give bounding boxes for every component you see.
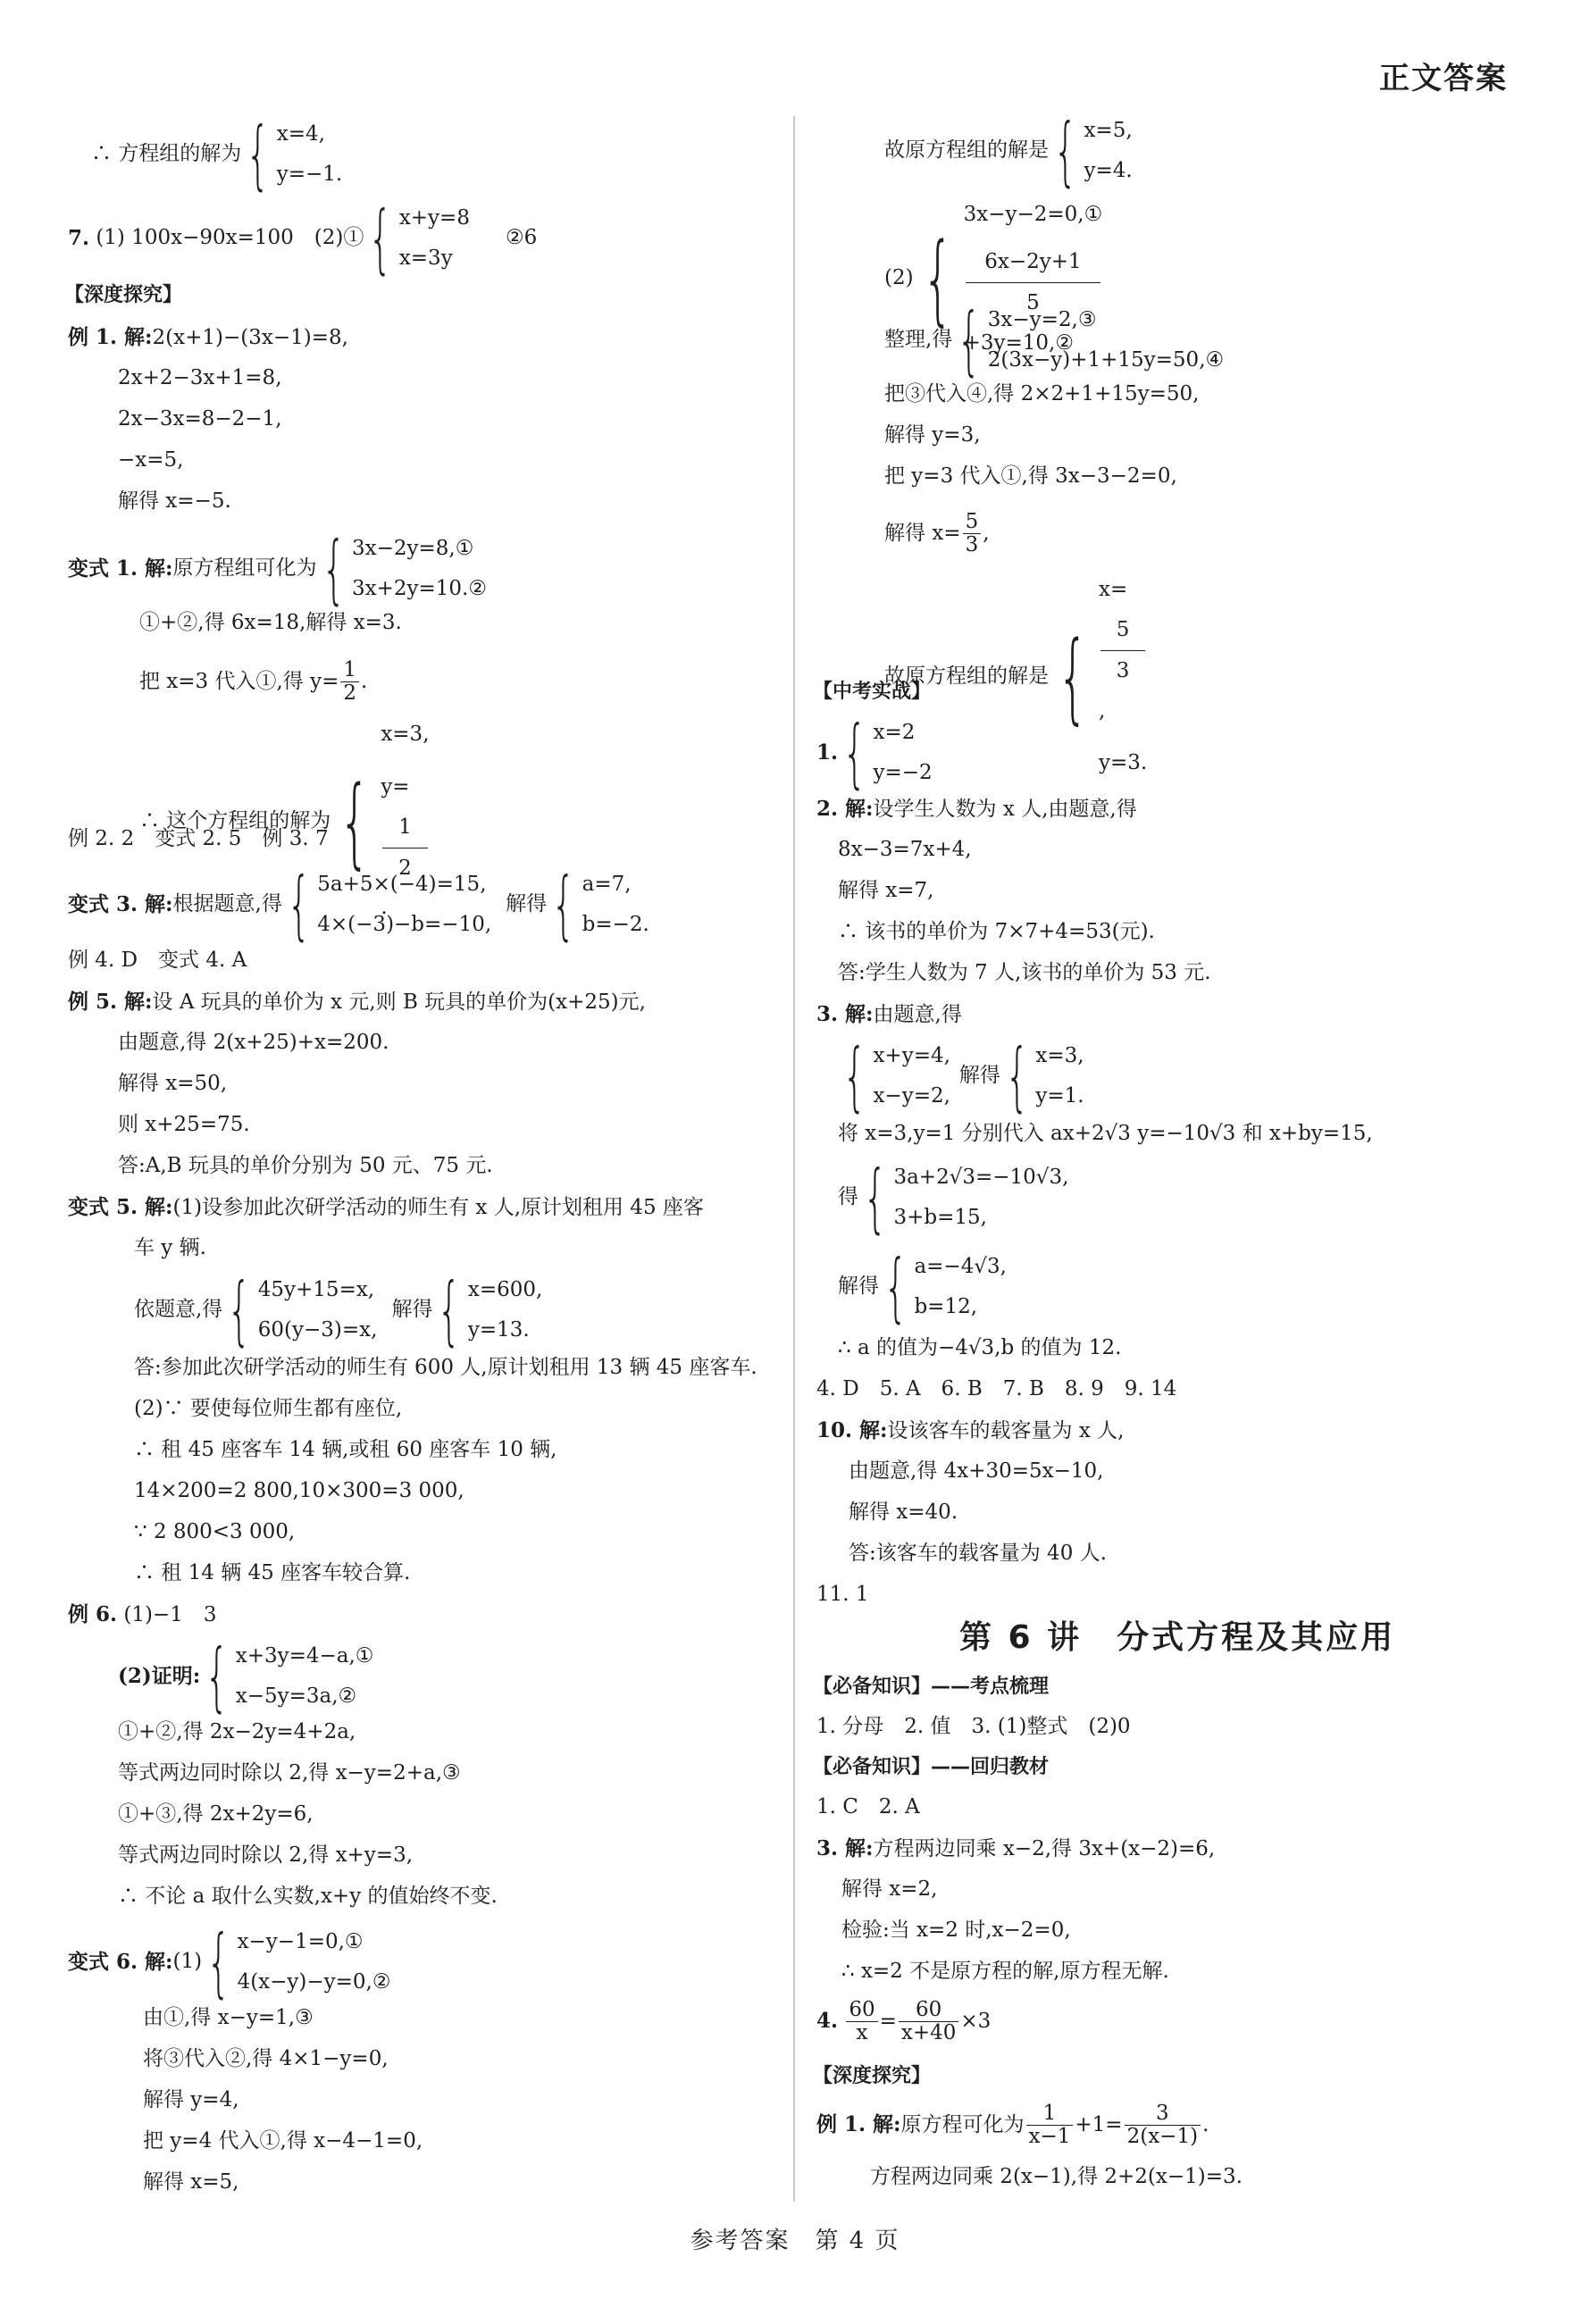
- text: ∴ 方程组的解为: [91, 142, 242, 166]
- r2-system: (2) { 3x−y−2=0,① 6x−2y+1 5 +3y=10,②: [884, 203, 1103, 355]
- z10-line: 答:该客车的载客量为 40 人.: [849, 1542, 1107, 1565]
- z3-line: 3. 解:由题意,得: [816, 1002, 962, 1026]
- e1-line: 方程两边同乘 2(x−1),得 2+2(x−1)=3.: [870, 2165, 1243, 2188]
- v5-line: ∴ 租 45 座客车 14 辆,或租 60 座客车 10 辆,: [134, 1438, 557, 1461]
- section-heading: 【中考实战】: [813, 681, 932, 703]
- text: (1) 100x−90x=100 (2)①: [96, 226, 364, 250]
- z3-line: 将 x=3,y=1 分别代入 ax+2√3 y=−10√3 和 x+by=15,: [838, 1122, 1373, 1145]
- z2-line: 答:学生人数为 7 人,该书的单价为 53 元.: [838, 961, 1211, 984]
- v6-line: 由①,得 x−y=1,③: [143, 2006, 314, 2029]
- v5-line: (2)∵ 要使每位师生都有座位,: [134, 1397, 403, 1420]
- h3-line: 检验:当 x=2 时,x−2=0,: [841, 1919, 1071, 1942]
- r3-line: 解得 x= $\frac{5}{3}$ ,: [884, 510, 990, 557]
- e1-line: 例 1. 解:原方程可化为 $\frac{1}{x-1}$ +1= $\frac{3}{2(x-1)}$ .: [816, 2102, 1209, 2149]
- lecture-title: 第 6 讲 分式方程及其应用: [959, 1619, 1396, 1656]
- ex5-line: 由题意,得 2(x+25)+x=200.: [118, 1031, 389, 1054]
- z4-line: 4. D 5. A 6. B 7. B 8. 9 9. 14: [816, 1377, 1177, 1400]
- v1-line: 把 x=3 代入①,得 y= $\frac{1}{2}$ .: [139, 658, 368, 706]
- r1-system: 故原方程组的解是 { x=5, y=4.: [884, 106, 1133, 195]
- text: ②6: [505, 226, 538, 250]
- v5-line: 变式 5. 解:(1)设参加此次研学活动的师生有 x 人,原计划租用 45 座客: [68, 1195, 704, 1219]
- r4-system: 故原方程组的解是 { x= 5 3 , y=3.: [884, 578, 1148, 775]
- ex1-line: −x=5,: [118, 448, 184, 472]
- ex6-line: 等式两边同时除以 2,得 x+y=3,: [118, 1843, 414, 1867]
- z2-line: 8x−3=7x+4,: [838, 838, 972, 861]
- ex6-line: 等式两边同时除以 2,得 x−y=2+a,③: [118, 1761, 461, 1785]
- ex1-line: 解得 x=−5.: [118, 489, 231, 513]
- ex6-line: 例 6. (1)−1 3: [68, 1602, 217, 1626]
- v6-line: 解得 x=5,: [143, 2170, 239, 2194]
- page-footer: 参考答案 第 4 页: [690, 2228, 900, 2254]
- q7: 7. (1) 100x−90x=100 (2)① { x+y=8 x=3y ②6: [68, 194, 538, 282]
- header-label: 正文答案: [1379, 61, 1508, 96]
- z10-line: 由题意,得 4x+30=5x−10,: [849, 1459, 1104, 1483]
- row: x=4,: [276, 122, 325, 146]
- z3-line: ∴ a 的值为−4√3,b 的值为 12.: [838, 1336, 1122, 1359]
- v6-line: 将③代入②,得 4×1−y=0,: [143, 2047, 389, 2070]
- ex6-system: (2)证明: { x+3y=4−a,① x−5y=3a,②: [118, 1632, 374, 1720]
- ex1-line: 2x+2−3x+1=8,: [118, 366, 282, 389]
- k1-line: 1. 分母 2. 值 3. (1)整式 (2)0: [816, 1715, 1131, 1738]
- h3-line: 解得 x=2,: [841, 1877, 938, 1901]
- h3-line: 3. 解:方程两边同乘 x−2,得 3x+(x−2)=6,: [816, 1836, 1216, 1860]
- row: x=3y: [398, 246, 453, 270]
- z10-line: 10. 解:设该客车的载客量为 x 人,: [816, 1418, 1125, 1442]
- v1-result: ∴ 这个方程组的解为 { x=3, y= 1 2 .: [139, 723, 430, 920]
- ex5-line: 解得 x=50,: [118, 1072, 228, 1095]
- r3-line: 把③代入④,得 2×2+1+15y=50,: [884, 382, 1200, 405]
- v5-line: 答:参加此次研学活动的师生有 600 人,原计划租用 13 辆 45 座客车.: [134, 1356, 757, 1379]
- ex2-line: 例 2. 2 变式 2. 5 例 3. 7: [68, 827, 329, 850]
- ex5-line: 则 x+25=75.: [118, 1113, 250, 1136]
- section-heading: 【深度探究】: [813, 2065, 932, 2087]
- v5-line: ∴ 租 14 辆 45 座客车较合算.: [134, 1561, 411, 1584]
- ex6-line: ①+③,得 2x+2y=6,: [118, 1802, 314, 1826]
- q-num: 7.: [68, 226, 90, 251]
- z3-system: { x+y=4, x−y=2, 解得 { x=3, y=1.: [842, 1032, 1084, 1120]
- h1-line: 1. C 2. A: [816, 1795, 920, 1818]
- h3-line: ∴ x=2 不是原方程的解,原方程无解.: [841, 1960, 1169, 1983]
- row: y=−1.: [276, 162, 343, 186]
- v1-line: ①+②,得 6x=18,解得 x=3.: [139, 611, 402, 634]
- ex1-line: 2x−3x=8−2−1,: [118, 407, 282, 431]
- z2-line: 2. 解:设学生人数为 x 人,由题意,得: [816, 797, 1137, 821]
- section-heading: 【必备知识】——考点梳理: [813, 1676, 1050, 1698]
- h4-line: 4. $\frac{60}{x}$ = $\frac{60}{x+40}$ ×3: [816, 1998, 992, 2045]
- z2-line: ∴ 该书的单价为 7×7+4=53(元).: [838, 920, 1155, 943]
- v5-line: 14×200=2 800,10×300=3 000,: [134, 1479, 464, 1502]
- r3-line: 解得 y=3,: [884, 423, 981, 447]
- solution-system: ∴ 方程组的解为 { x=4, y=−1.: [91, 110, 343, 198]
- v5-system: 依题意,得 { 45y+15=x, 60(y−3)=x, 解得 { x=600, y=13.: [134, 1266, 543, 1354]
- z3-system: 得 { 3a+2√3=−10√3, 3+b=15,: [838, 1153, 1069, 1241]
- v1-system: 变式 1. 解: 原方程组可化为 { 3x−2y=8,① 3x+2y=10.②: [68, 524, 487, 613]
- z10-line: 解得 x=40.: [849, 1501, 958, 1524]
- ex1-line: 例 1. 解:2(x+1)−(3x−1)=8,: [68, 325, 348, 349]
- ex4-line: 例 4. D 变式 4. A: [68, 949, 247, 972]
- v5-line: 车 y 辆.: [134, 1236, 206, 1259]
- z11-line: 11. 1: [816, 1583, 869, 1606]
- z3-system: 解得 { a=−4√3, b=12,: [838, 1242, 1007, 1331]
- ex6-line: ∴ 不论 a 取什么实数,x+y 的值始终不变.: [118, 1885, 498, 1908]
- z1-system: 1. { x=2 y=−2: [816, 708, 933, 797]
- v6-line: 把 y=4 代入①,得 x−4−1=0,: [143, 2129, 423, 2153]
- section-heading: 【深度探究】: [64, 284, 183, 306]
- ex5-line: 答:A,B 玩具的单价分别为 50 元、75 元.: [118, 1154, 493, 1177]
- ex6-line: ①+②,得 2x−2y=4+2a,: [118, 1720, 356, 1743]
- v6-system: 变式 6. 解: (1) { x−y−1=0,① 4(x−y)−y=0,②: [68, 1918, 391, 2006]
- v6-line: 解得 y=4,: [143, 2088, 239, 2111]
- section-heading: 【必备知识】——回归教材: [813, 1756, 1050, 1778]
- row: x+y=8: [398, 206, 470, 230]
- r3-system: 整理,得 { 3x−y=2,③ 2(3x−y)+1+15y=50,④: [884, 296, 1225, 384]
- v3-system: 变式 3. 解: 根据题意,得 { 5a+5×(−4)=15, 4×(−3)−b=−10, 解得 { a=7, b=−2.: [68, 860, 649, 949]
- column-divider: [793, 116, 795, 2202]
- v5-line: ∵ 2 800<3 000,: [134, 1520, 296, 1543]
- ex5-line: 例 5. 解:设 A 玩具的单价为 x 元,则 B 玩具的单价为(x+25)元,: [68, 990, 646, 1014]
- r3-line: 把 y=3 代入①,得 3x−3−2=0,: [884, 464, 1177, 488]
- z2-line: 解得 x=7,: [838, 879, 934, 902]
